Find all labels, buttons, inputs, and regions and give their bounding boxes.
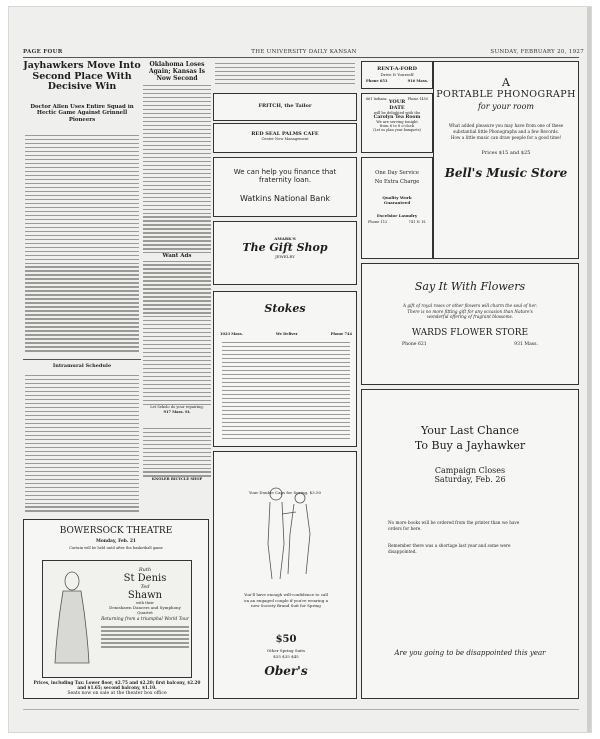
jayhawker-ad [361,389,579,699]
bowersock-seats: Seats now on sale at the theater box office [67,691,167,696]
bank-line2: fraternity loan. [258,176,312,184]
laundry-line2: No Extra Charge [374,179,420,185]
stokes-phone: Phone 744 [330,332,352,336]
lead-headline: Jayhawkers Move Into Second Place With Decisive Win [23,61,141,92]
page-number: PAGE FOUR [23,49,63,55]
phono-a: A [502,76,510,89]
lead-article-text [25,135,139,355]
palms-name: RED SEAL PALMS CAFE [251,131,319,137]
rent-sub: Drive It Yourself [380,72,414,77]
knox-line1: Let Sekolo do your repairing, [150,405,204,409]
phono-body: What added pleasure you may have from one of these substantial little Phonographs and a few Records. How a little music can draw people for a good time! [448,123,564,140]
lead-subhead: Doctor Allen Uses Entire Squad in Hectic Game Against Grinnell Pioneers [30,104,134,123]
carolyn-line1: YOUR DATE [388,99,406,111]
palms-sub: Center New Management [261,137,309,141]
obers-body: You'll have enough will-confidence to call on an engaged couple if you're wearing a new Society Brand Suit for Spring [244,592,328,609]
oklahoma-headline: Oklahoma Loses Again; Kansas Is Now Second [148,61,206,82]
bowersock-theatre-ad [23,519,209,699]
carolyn-name: Carolyn Tea Room [373,115,421,120]
carolyn-line5: from 6 to 8 o'clock [379,124,415,128]
wards-flower-store-ad [361,263,579,385]
gift-shop-top: AMARK'S [274,236,296,241]
intramural-schedule-text [25,375,139,515]
flowers-body: A gift of royal roses or other flowers will charm the soul of her. There is no more fitting gift for any occasion than Nature's wonderful offering of fragrant blossoms. [403,303,537,320]
carolyn-line6: (Let us plan your banquets) [373,128,421,132]
stokes-ad [213,291,357,447]
rent-phone: Phone 653 [366,79,388,83]
bowersock-billing [101,567,189,652]
classified-top-text [215,63,355,89]
carolyn-address: 661 Indiana [366,97,387,101]
bowersock-tour: Returning from a triumphal World Tour [101,617,189,622]
laundry-address: 741 N. H. [408,220,426,224]
excelsior-laundry-ad [361,157,433,259]
issue-date: SUNDAY, FEBRUARY 20, 1927 [490,49,584,55]
carolyn-contact [362,94,432,101]
flowers-address: 931 Mass. [514,341,538,347]
jayhawker-para1: No more books will be ordered from the printer than we have orders for here. [388,520,520,531]
obers-prices: $35 $35 $45 [273,654,299,659]
bowersock-shawn: Shawn [127,590,163,601]
stokes-deliver: We Deliver [275,332,298,336]
jayhawker-question: Are you going to be disappointed this year [394,649,546,658]
phono-store: Bell's Music Store [444,166,568,181]
obers-logo: Ober's [264,664,308,678]
bowersock-prices: Prices, including Tax: Lower floor, $2.75 and $2.20; first balcony, $2.20 and $1.65; second balcony, $1.10. [33,680,201,690]
rent-title: RENT-A-FORD [377,66,417,72]
obers-top: Your Double Caps for Spring, $3.50 [248,490,322,495]
dancer-portrait-illustration [49,567,95,667]
bowersock-inner-box [42,560,192,678]
bowersock-program-text [101,626,189,652]
column-rule [23,359,141,360]
bank-name: Watkins National Bank [239,194,331,203]
knox-address: 917 Mass. St. [163,410,191,414]
laundry-contact [362,218,432,222]
bowersock-with: with their [136,601,154,605]
oklahoma-article-text [143,85,211,505]
jayhawker-line3: Campaign Closes [434,466,506,475]
fritch-tailor-ad [213,93,357,121]
newspaper-page [8,6,592,733]
bicycle-shop: KNOLER BICYCLE SHOP [143,477,211,485]
bowersock-note: Curtain will be held until after the basketball game [69,546,163,550]
rent-a-ford-ad [361,61,433,89]
bowersock-title: BOWERSOCK THEATRE [59,526,173,536]
phono-subtitle: for your room [477,102,535,111]
jayhawker-line2: To Buy a Jayhawker [414,439,526,452]
phono-title: PORTABLE PHONOGRAPH [436,89,576,100]
knox-ad [143,405,211,425]
page-fold-shadow [587,7,592,733]
laundry-line1: One Day Service [375,170,419,176]
bank-line1: We can help you finance that [233,168,337,176]
want-ads-title: Want Ads [143,253,211,261]
bowersock-ted: Ted [140,584,150,590]
carolyn-line4: We are serving tonight [376,120,418,124]
obers-ad [213,451,357,699]
flowers-phone: Phone 621 [402,341,427,347]
paper-name: THE UNIVERSITY DAILY KANSAN [251,49,357,55]
rent-address: 916 Mass. [407,79,428,83]
laundry-line3: Quality Work [382,195,412,200]
gift-shop-sub: JEWELRY [275,254,295,259]
bottom-margin-rule [23,709,579,710]
stokes-menu-text [222,342,350,442]
gift-shop-name: The Gift Shop [242,241,328,254]
stokes-address: 1023 Mass. [220,332,243,336]
jayhawker-line1: Your Last Chance [420,424,519,437]
masthead-rule [23,57,579,58]
bowersock-st-denis: St Denis [123,573,167,584]
carolyn-phone: Phone 1450 [407,97,428,101]
fritch-name: FRITCH, the Tailor [258,103,312,109]
watkins-bank-ad [213,157,357,217]
laundry-name: Excelsior Laundry [376,213,418,218]
laundry-line4: Guaranteed [383,200,411,205]
flowers-store: WARDS FLOWER STORE [411,327,529,338]
bowersock-date: Monday, Feb. 21 [96,539,136,544]
stokes-info-row [220,332,352,336]
bells-music-store-ad [433,61,579,259]
flowers-contact [362,338,578,346]
stokes-logo: Stokes [264,302,306,315]
jayhawker-para2: Remember there was a shortage last year and some were disappointed. [388,543,511,554]
flowers-headline: Say It With Flowers [414,280,526,293]
palms-cafe-ad [213,123,357,153]
bowersock-dancers: Denishawn Dancers and Symphony Quartet [109,605,181,615]
jayhawker-line4: Saturday, Feb. 26 [434,475,506,484]
phono-prices: Prices $15 and $25 [481,150,531,157]
laundry-phone: Phone 112 [368,220,388,224]
obers-sub: Other Spring Suits [266,648,306,653]
carolyn-tea-room-ad [361,93,433,153]
rent-contact [362,77,432,81]
dancing-couple-illustration [250,474,326,584]
intramural-title: Intramural Schedule [52,363,112,369]
carolyn-line2: will be delighted with the [373,111,421,115]
gift-shop-ad [213,221,357,285]
obers-price: $50 [275,634,297,645]
bowersock-ruth: Ruth [138,567,152,573]
